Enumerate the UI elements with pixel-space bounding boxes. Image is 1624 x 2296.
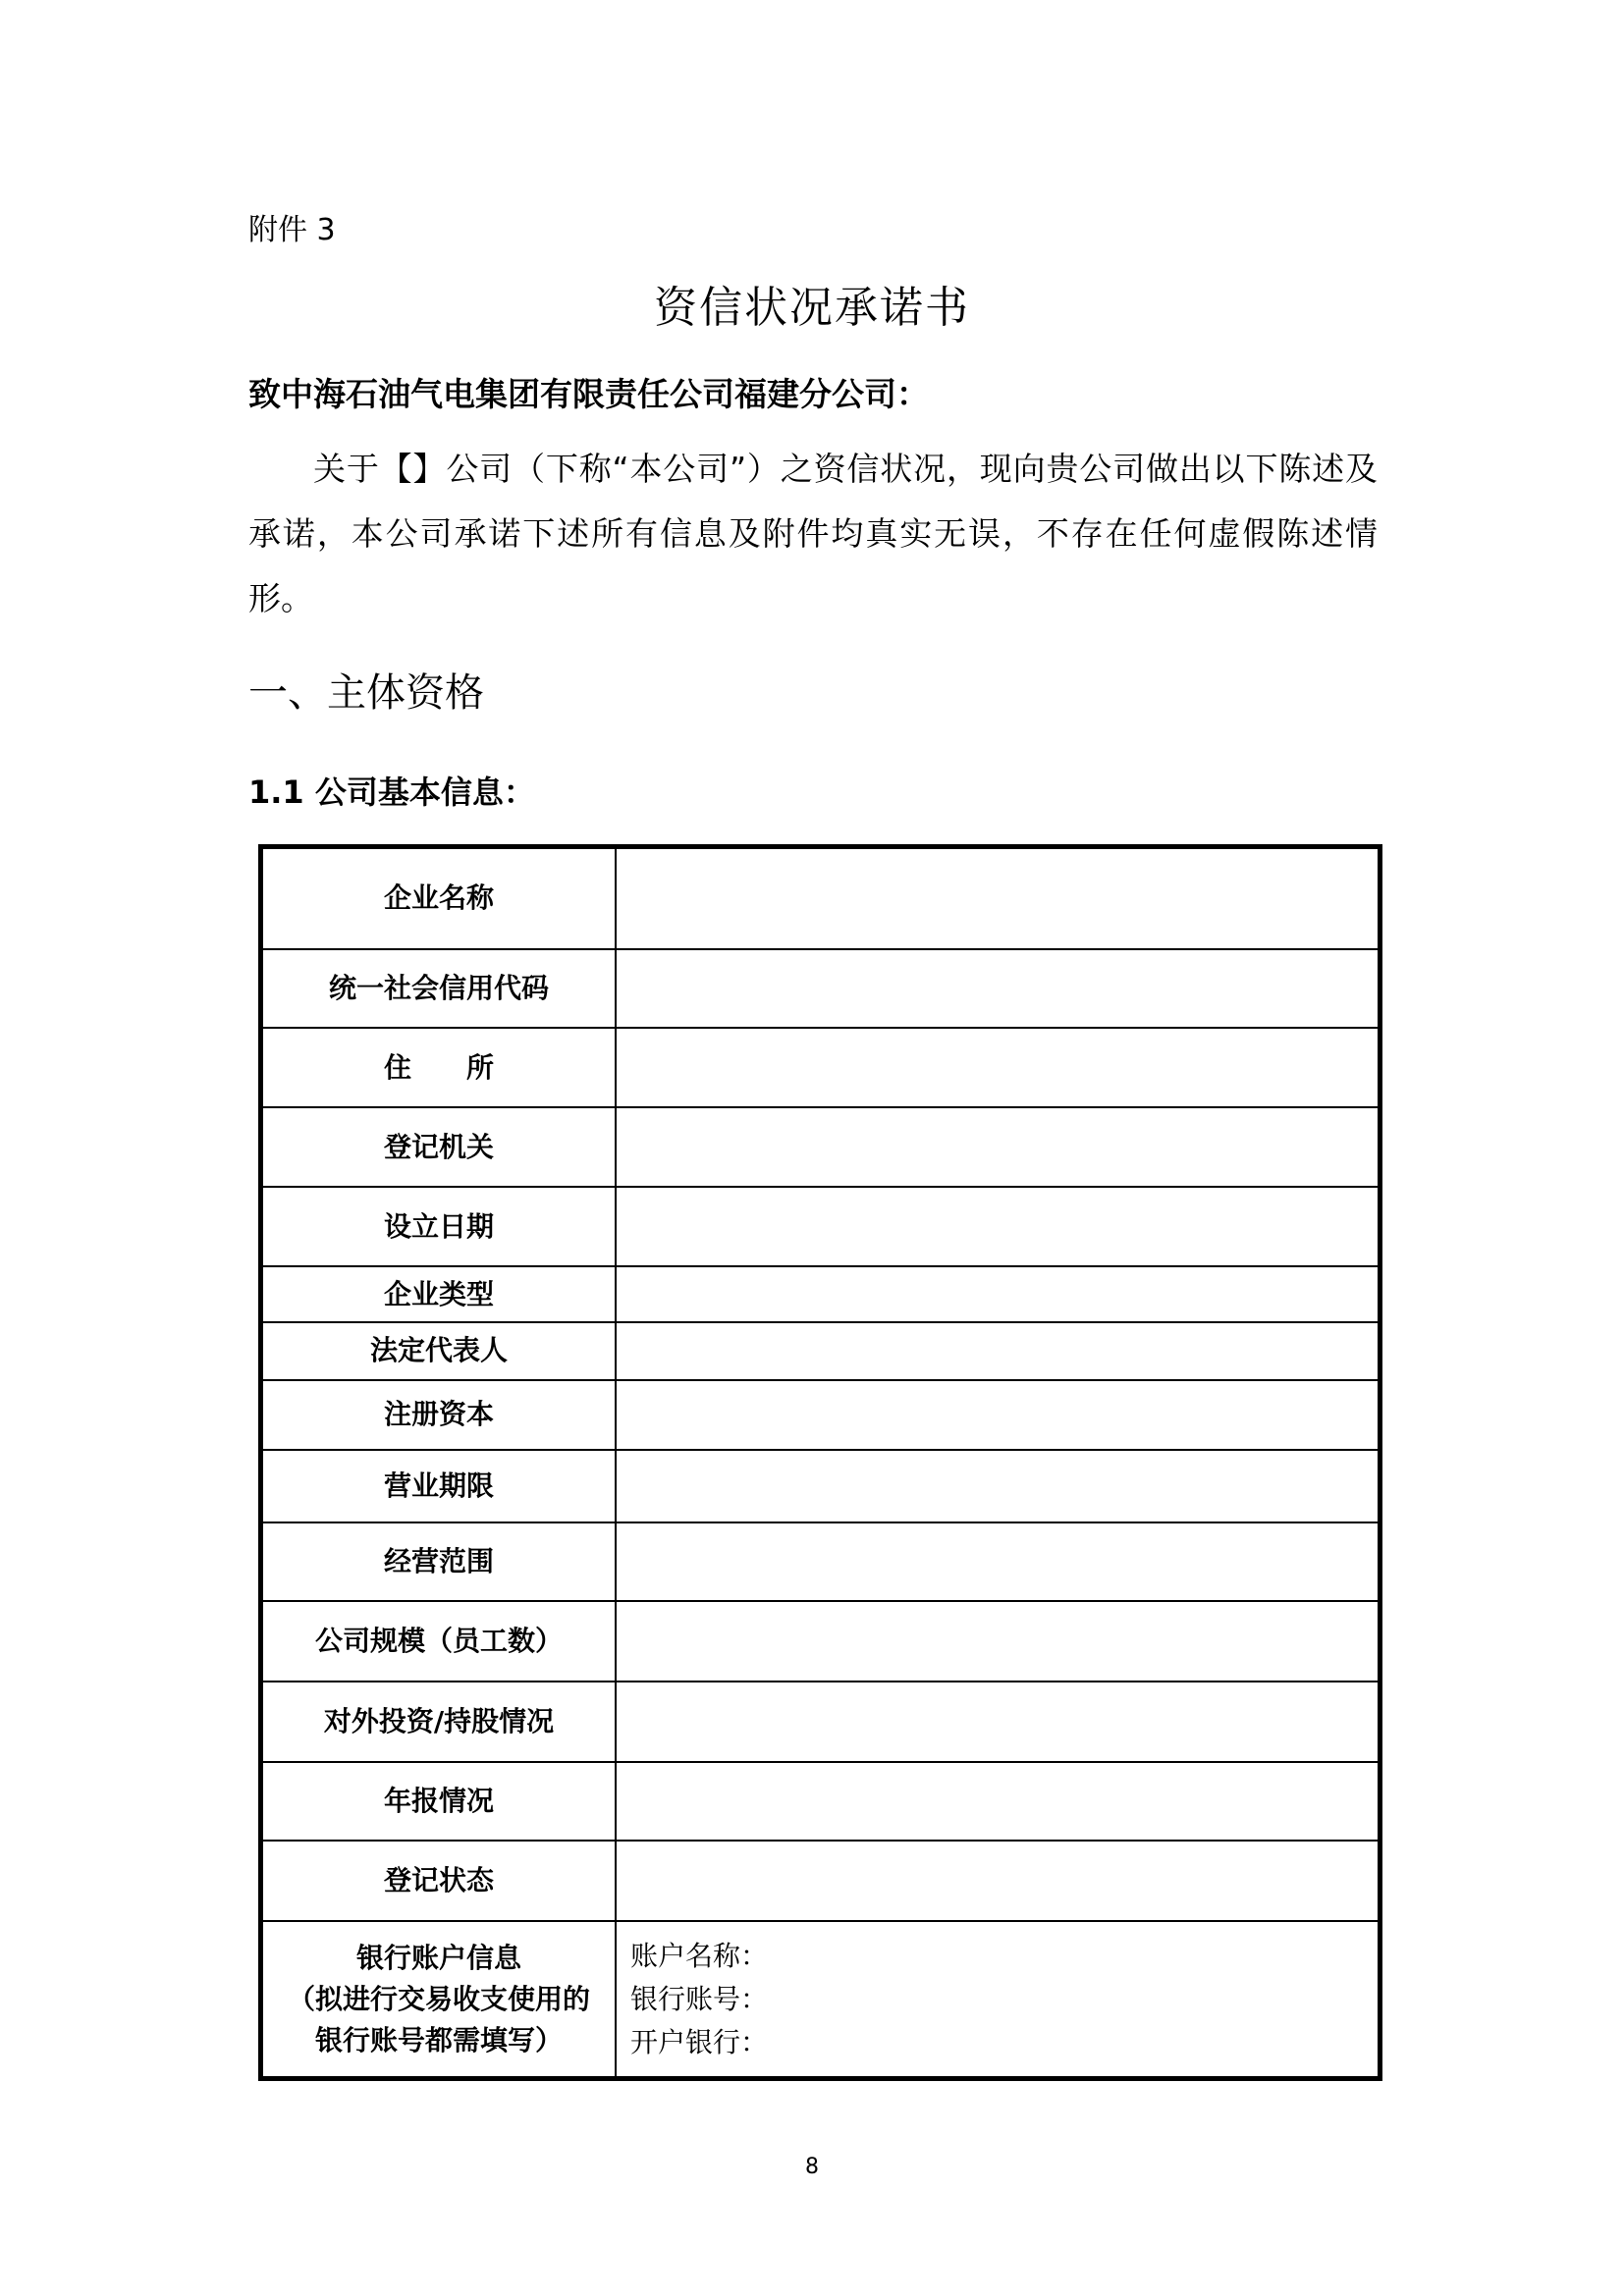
company-info-table — [258, 844, 1382, 2081]
row-label: 年报情况 — [261, 1762, 617, 1841]
bank-info-row — [261, 1921, 1380, 2078]
row-value-field[interactable] — [616, 1522, 1380, 1601]
table-row — [261, 1322, 1380, 1380]
row-label: 法定代表人 — [261, 1322, 617, 1380]
table-row — [261, 949, 1380, 1028]
table-row — [261, 1522, 1380, 1601]
row-value-field[interactable] — [616, 1107, 1380, 1187]
section-heading: 一、主体资格 — [248, 670, 484, 716]
recipient-line: 致中海石油气电集团有限责任公司福建分公司： — [248, 375, 929, 413]
row-label: 经营范围 — [261, 1522, 617, 1601]
row-value-field[interactable] — [616, 1682, 1380, 1761]
page-number: 8 — [805, 2155, 819, 2179]
row-label: 对外投资/持股情况 — [261, 1682, 617, 1761]
row-label: 营业期限 — [261, 1450, 617, 1522]
table-row — [261, 1841, 1380, 1921]
row-value-field[interactable] — [616, 1601, 1380, 1682]
row-label: 企业类型 — [261, 1266, 617, 1321]
table-row — [261, 1187, 1380, 1266]
row-value-field[interactable] — [616, 1762, 1380, 1841]
subsection-heading: 1.1 公司基本信息： — [248, 774, 535, 811]
table-row — [261, 847, 1380, 949]
table-row — [261, 1107, 1380, 1187]
attachment-label: 附件 3 — [248, 213, 336, 247]
table-row — [261, 1601, 1380, 1682]
table-row — [261, 1028, 1380, 1107]
row-label: 登记状态 — [261, 1841, 617, 1921]
row-label: 注册资本 — [261, 1380, 617, 1450]
table-row — [261, 1762, 1380, 1841]
row-label: 公司规模（员工数） — [261, 1601, 617, 1682]
row-value-field[interactable] — [616, 1028, 1380, 1107]
table-row — [261, 1380, 1380, 1450]
row-label: 统一社会信用代码 — [261, 949, 617, 1028]
row-label: 企业名称 — [261, 847, 617, 949]
row-label: 登记机关 — [261, 1107, 617, 1187]
table-row — [261, 1682, 1380, 1761]
row-value-field[interactable] — [616, 1187, 1380, 1266]
table-row — [261, 1266, 1380, 1321]
row-value-field[interactable] — [616, 1380, 1380, 1450]
bank-info-label — [261, 1921, 617, 2078]
bank-label-line: 银行账号都需填写） — [314, 2023, 563, 2056]
row-value-field[interactable] — [616, 1322, 1380, 1380]
row-value-field[interactable] — [616, 1841, 1380, 1921]
document-title: 资信状况承诺书 — [654, 283, 970, 333]
row-value-field[interactable] — [616, 847, 1380, 949]
row-value-field[interactable] — [616, 1450, 1380, 1522]
bank-info-values[interactable] — [616, 1921, 1380, 2078]
bank-name-label: 开户银行： — [630, 2025, 769, 2058]
intro-paragraph: 关于【】公司（下称“本公司”）之资信状况，现向贵公司做出以下陈述及承诺，本公司承诺下述所有信息及附件均真实无误，不存在任何虚假陈述情形。 — [248, 450, 1378, 617]
bank-label-line: 银行账户信息 — [355, 1941, 521, 1974]
account-name-label: 账户名称： — [630, 1939, 769, 1972]
row-value-field[interactable] — [616, 1266, 1380, 1321]
bank-label-line: （拟进行交易收支使用的 — [287, 1982, 590, 2015]
row-label: 住 所 — [261, 1028, 617, 1107]
table-row — [261, 1450, 1380, 1522]
row-value-field[interactable] — [616, 949, 1380, 1028]
row-label: 设立日期 — [261, 1187, 617, 1266]
account-number-label: 银行账号： — [630, 1982, 769, 2015]
